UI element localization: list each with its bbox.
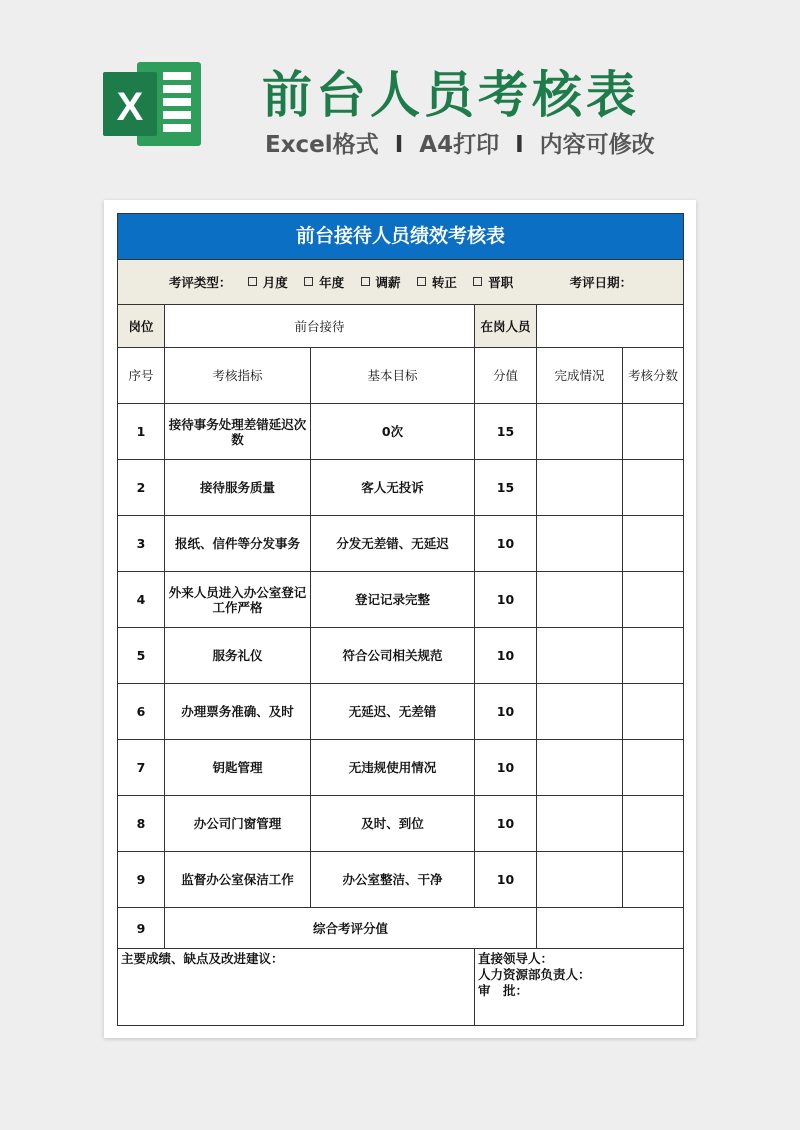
table-row — [118, 740, 684, 796]
row-result[interactable] — [623, 460, 684, 516]
direct-leader-label: 直接领导人： — [478, 951, 554, 966]
row-indicator: 接待事务处理差错延迟次数 — [165, 404, 311, 460]
row-no: 7 — [118, 740, 165, 796]
total-value[interactable] — [537, 908, 684, 949]
row-target: 客人无投诉 — [311, 460, 475, 516]
document-page — [104, 200, 696, 1038]
feature-format: Excel格式 — [265, 132, 379, 158]
hr-head-label: 人力资源部负责人： — [478, 967, 591, 982]
row-no: 1 — [118, 404, 165, 460]
staff-value[interactable] — [537, 305, 684, 348]
option-regular[interactable]: 转正 — [417, 275, 457, 290]
row-indicator: 钥匙管理 — [165, 740, 311, 796]
row-completion[interactable] — [537, 796, 623, 852]
option-promotion[interactable]: 晋职 — [473, 275, 513, 290]
row-score: 10 — [475, 572, 537, 628]
row-no: 6 — [118, 684, 165, 740]
total-row — [118, 908, 684, 949]
row-target: 0次 — [311, 404, 475, 460]
row-target: 及时、到位 — [311, 796, 475, 852]
table-row — [118, 460, 684, 516]
row-no: 8 — [118, 796, 165, 852]
row-score: 15 — [475, 460, 537, 516]
excel-icon — [103, 58, 203, 150]
remarks-field[interactable] — [118, 949, 475, 1026]
option-monthly[interactable]: 月度 — [248, 275, 288, 290]
feature-print: A4打印 — [419, 132, 500, 158]
option-yearly[interactable]: 年度 — [304, 275, 344, 290]
col-header-target: 基本目标 — [311, 348, 475, 404]
excel-icon-letter: X — [116, 85, 144, 129]
total-label: 综合考评分值 — [165, 908, 537, 949]
row-indicator: 办理票务准确、及时 — [165, 684, 311, 740]
checkbox-icon[interactable] — [361, 277, 370, 286]
row-result[interactable] — [623, 684, 684, 740]
row-no: 5 — [118, 628, 165, 684]
total-no: 9 — [118, 908, 165, 949]
checkbox-icon[interactable] — [248, 277, 257, 286]
col-header-result: 考核分数 — [623, 348, 684, 404]
post-label: 岗位 — [118, 305, 165, 348]
feature-line — [265, 126, 655, 159]
col-header-score: 分值 — [475, 348, 537, 404]
col-header-indicator: 考核指标 — [165, 348, 311, 404]
row-score: 10 — [475, 684, 537, 740]
row-indicator: 报纸、信件等分发事务 — [165, 516, 311, 572]
row-completion[interactable] — [537, 740, 623, 796]
post-value[interactable]: 前台接待 — [165, 305, 475, 348]
row-indicator: 办公司门窗管理 — [165, 796, 311, 852]
row-target: 办公室整洁、干净 — [311, 852, 475, 908]
separator: I — [515, 132, 524, 158]
checkbox-icon[interactable] — [417, 277, 426, 286]
table-row — [118, 572, 684, 628]
row-completion[interactable] — [537, 628, 623, 684]
table-row — [118, 852, 684, 908]
row-score: 15 — [475, 404, 537, 460]
row-indicator: 服务礼仪 — [165, 628, 311, 684]
row-no: 3 — [118, 516, 165, 572]
option-salary[interactable]: 调薪 — [361, 275, 401, 290]
row-completion[interactable] — [537, 684, 623, 740]
row-target: 分发无差错、无延迟 — [311, 516, 475, 572]
row-score: 10 — [475, 852, 537, 908]
page-title: 前台人员考核表 — [262, 66, 640, 124]
row-target: 无违规使用情况 — [311, 740, 475, 796]
table-row — [118, 796, 684, 852]
separator: I — [394, 132, 404, 158]
row-score: 10 — [475, 516, 537, 572]
row-no: 9 — [118, 852, 165, 908]
signature-block[interactable] — [475, 949, 684, 1026]
row-result[interactable] — [623, 516, 684, 572]
table-row — [118, 628, 684, 684]
row-result[interactable] — [623, 796, 684, 852]
row-score: 10 — [475, 628, 537, 684]
column-header-row — [118, 348, 684, 404]
col-header-completion: 完成情况 — [537, 348, 623, 404]
approval-label: 审 批： — [478, 983, 529, 998]
row-result[interactable] — [623, 740, 684, 796]
row-target: 登记记录完整 — [311, 572, 475, 628]
row-indicator: 监督办公室保洁工作 — [165, 852, 311, 908]
row-result[interactable] — [623, 628, 684, 684]
row-completion[interactable] — [537, 516, 623, 572]
row-score: 10 — [475, 740, 537, 796]
row-result[interactable] — [623, 852, 684, 908]
row-score: 10 — [475, 796, 537, 852]
table-row — [118, 404, 684, 460]
row-result[interactable] — [623, 404, 684, 460]
row-completion[interactable] — [537, 460, 623, 516]
sheet-title: 前台接待人员绩效考核表 — [118, 214, 684, 260]
row-result[interactable] — [623, 572, 684, 628]
checkbox-icon[interactable] — [304, 277, 313, 286]
checkbox-icon[interactable] — [473, 277, 482, 286]
row-completion[interactable] — [537, 572, 623, 628]
review-type-label: 考评类型： — [168, 274, 232, 290]
review-sheet — [117, 213, 684, 1026]
table-row — [118, 516, 684, 572]
col-header-no: 序号 — [118, 348, 165, 404]
remark-row — [118, 949, 684, 1026]
row-completion[interactable] — [537, 404, 623, 460]
banner — [0, 0, 800, 195]
row-no: 2 — [118, 460, 165, 516]
feature-editable: 内容可修改 — [539, 132, 655, 158]
row-indicator: 外来人员进入办公室登记工作严格 — [165, 572, 311, 628]
staff-label: 在岗人员 — [475, 305, 537, 348]
row-target: 符合公司相关规范 — [311, 628, 475, 684]
review-date-label: 考评日期： — [569, 274, 633, 290]
row-no: 4 — [118, 572, 165, 628]
review-type-row — [118, 260, 684, 305]
table-row — [118, 684, 684, 740]
row-indicator: 接待服务质量 — [165, 460, 311, 516]
remarks-label: 主要成绩、缺点及改进建议： — [121, 951, 284, 966]
row-completion[interactable] — [537, 852, 623, 908]
row-target: 无延迟、无差错 — [311, 684, 475, 740]
